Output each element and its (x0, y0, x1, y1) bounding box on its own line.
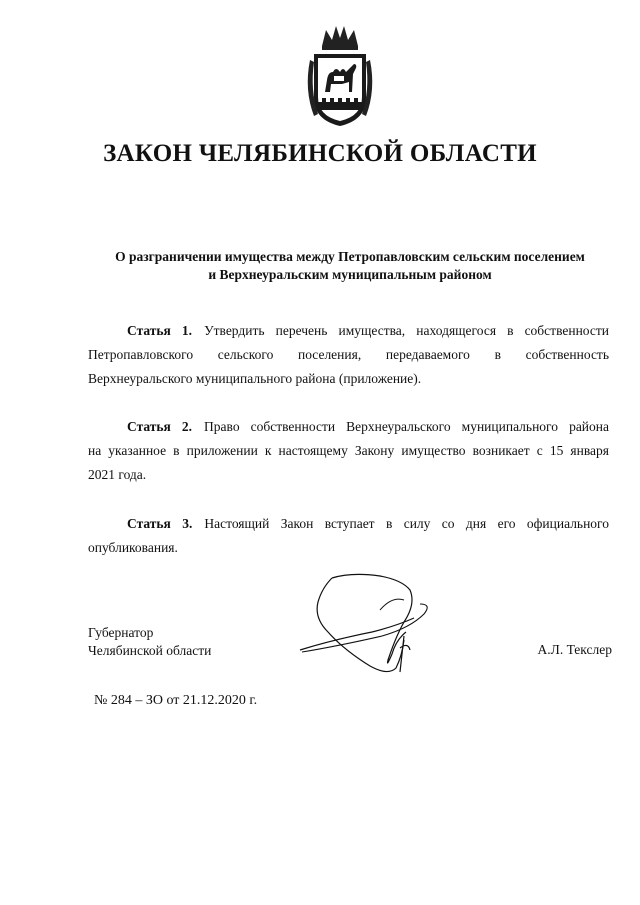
subtitle-line: О разграничении имущества между Петропавловским сельским поселением (115, 249, 585, 264)
handwritten-signature-icon (292, 570, 442, 680)
chelyabinsk-coat-of-arms-icon (300, 20, 380, 130)
article-text: Верхнеуральского муниципального района (приложение). (88, 371, 422, 386)
article-text: на указанное в приложении к настоящему Закону имущество возникает с 15 января (88, 443, 609, 458)
signatory-position (88, 624, 211, 660)
subtitle-line: и Верхнеуральским муниципальным районом (208, 267, 492, 282)
article-3 (88, 512, 609, 560)
article-text: опубликования. (88, 540, 178, 555)
article-label: Статья 1. (127, 323, 193, 338)
article-2 (88, 415, 609, 487)
signatory-name: А.Л. Текслер (537, 642, 612, 657)
article-first-line (88, 319, 609, 343)
article-text: Право собственности Верхнеуральского муниципального района (204, 419, 609, 434)
law-number: № 284 – ЗО от 21.12.2020 г. (94, 693, 258, 708)
signatory-position-line: Губернатор (88, 625, 154, 640)
article-first-line (88, 415, 609, 439)
article-first-line (88, 512, 609, 536)
article-text: Утвердить перечень имущества, находящегося в собственности (204, 323, 610, 338)
article-label: Статья 3. (127, 516, 193, 531)
article-text: Настоящий Закон вступает в силу со дня его официального (204, 516, 610, 531)
article-label: Статья 2. (127, 419, 193, 434)
document-subtitle (90, 248, 610, 284)
article-text: 2021 года. (88, 467, 147, 482)
signatory-position-line: Челябинской области (88, 643, 212, 658)
article-1 (88, 319, 609, 391)
article-text: Петропавловского сельского поселения, передаваемого в собственность (88, 347, 609, 362)
document-title: ЗАКОН ЧЕЛЯБИНСКОЙ ОБЛАСТИ (103, 140, 537, 167)
